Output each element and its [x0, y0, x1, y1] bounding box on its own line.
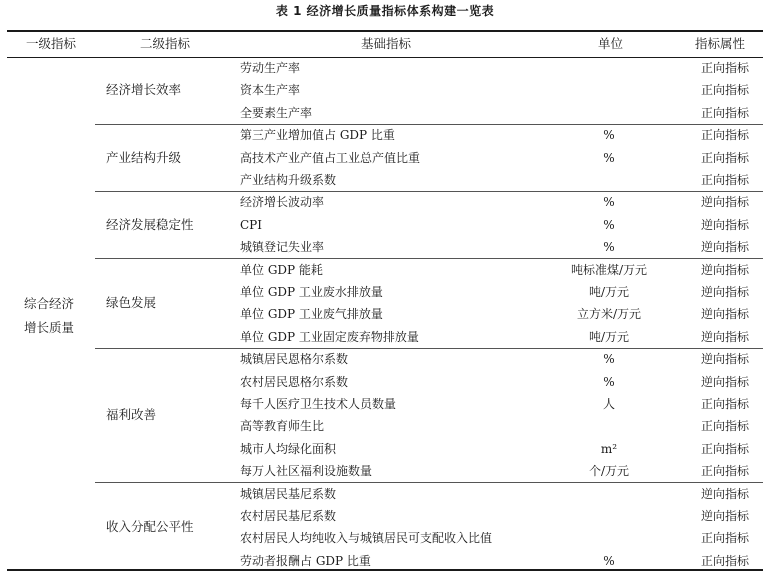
base-indicator-cell: 城镇居民恩格尔系数	[240, 352, 349, 367]
level2-cell: 产业结构升级	[106, 149, 182, 165]
base-indicator-cell: 劳动者报酬占 GDP 比重	[240, 553, 371, 568]
group-divider	[95, 482, 763, 483]
header-base: 基础指标	[361, 36, 412, 51]
unit-cell: %	[603, 195, 615, 210]
base-indicator-cell: 城市人均绿化面积	[240, 441, 337, 456]
attribute-cell: 逆向指标	[700, 240, 749, 255]
base-indicator-cell: 农村居民基尼系数	[240, 509, 337, 523]
attribute-cell: 逆向指标	[700, 217, 749, 232]
base-indicator-cell: 农村居民人均纯收入与城镇居民可支配收入比值	[240, 531, 493, 546]
unit-cell: m²	[600, 441, 618, 456]
unit-cell: 吨标准煤/万元	[570, 262, 648, 277]
attribute-cell: 逆向指标	[700, 352, 749, 367]
attribute-cell: 逆向指标	[700, 329, 749, 344]
base-indicator-cell: 城镇居民基尼系数	[240, 486, 337, 501]
base-indicator-cell: 单位 GDP 能耗	[240, 262, 323, 277]
level1-line-1: 综合经济	[24, 296, 75, 311]
base-indicator-cell: 劳动生产率	[240, 61, 301, 75]
attribute-cell: 逆向指标	[700, 285, 749, 299]
base-indicator-cell: 每万人社区福利设施数量	[240, 464, 373, 479]
table-header-rule	[7, 57, 763, 58]
base-indicator-cell: 资本生产率	[240, 83, 301, 98]
group-divider	[95, 258, 763, 259]
attribute-cell: 正向指标	[700, 105, 749, 120]
unit-cell: %	[603, 150, 615, 165]
level1-line-2: 增长质量	[24, 320, 75, 335]
unit-cell: 吨/万元	[588, 285, 630, 299]
base-indicator-cell: 经济增长波动率	[240, 195, 325, 210]
attribute-cell: 逆向指标	[700, 374, 749, 389]
base-indicator-cell: 产业结构升级系数	[240, 173, 337, 187]
attribute-cell: 正向指标	[700, 397, 749, 411]
level1-cell	[24, 292, 84, 340]
attribute-cell: 逆向指标	[700, 262, 749, 277]
attribute-cell: 正向指标	[700, 419, 749, 434]
attribute-cell: 逆向指标	[700, 307, 749, 322]
unit-cell: 立方米/万元	[576, 307, 642, 322]
base-indicator-cell: CPI	[240, 217, 262, 232]
unit-cell: 人	[602, 397, 615, 411]
attribute-cell: 正向指标	[700, 531, 749, 546]
attribute-cell: 正向指标	[700, 441, 749, 456]
unit-cell: 吨/万元	[588, 329, 630, 344]
header-level2: 二级指标	[140, 36, 191, 51]
group-divider	[95, 124, 763, 125]
group-divider	[95, 191, 763, 192]
attribute-cell: 逆向指标	[700, 486, 749, 501]
level2-cell: 经济发展稳定性	[106, 216, 194, 232]
header-attr: 指标属性	[695, 36, 746, 51]
level2-cell: 福利改善	[106, 407, 157, 423]
unit-cell: %	[603, 553, 615, 568]
header-level1: 一级指标	[26, 36, 77, 51]
unit-cell: %	[603, 352, 615, 367]
base-indicator-cell: 高等教育师生比	[240, 419, 325, 434]
base-indicator-cell: 第三产业增加值占 GDP 比重	[240, 128, 395, 143]
unit-cell: %	[603, 217, 615, 232]
base-indicator-cell: 城镇登记失业率	[240, 240, 325, 255]
level2-cell: 收入分配公平性	[106, 519, 194, 535]
table-top-rule	[7, 30, 763, 32]
level2-cell: 经济增长效率	[106, 82, 182, 98]
attribute-cell: 逆向指标	[700, 195, 749, 210]
base-indicator-cell: 农村居民恩格尔系数	[240, 374, 349, 389]
unit-cell: 个/万元	[588, 464, 630, 479]
attribute-cell: 正向指标	[700, 553, 749, 568]
base-indicator-cell: 单位 GDP 工业废水排放量	[240, 285, 383, 299]
table-caption: 表 1 经济增长质量指标体系构建一览表	[275, 4, 495, 18]
base-indicator-cell: 每千人医疗卫生技术人员数量	[240, 397, 397, 411]
attribute-cell: 逆向指标	[700, 509, 749, 523]
unit-cell: %	[603, 240, 615, 255]
header-unit: 单位	[598, 36, 624, 51]
attribute-cell: 正向指标	[700, 128, 749, 143]
group-divider	[95, 348, 763, 349]
base-indicator-cell: 全要素生产率	[240, 105, 313, 120]
unit-cell: %	[603, 128, 615, 143]
table-bottom-rule	[7, 569, 763, 571]
attribute-cell: 正向指标	[700, 83, 749, 98]
attribute-cell: 正向指标	[700, 173, 749, 187]
level2-cell: 绿色发展	[106, 295, 157, 311]
attribute-cell: 正向指标	[700, 464, 749, 479]
base-indicator-cell: 单位 GDP 工业废气排放量	[240, 307, 383, 322]
unit-cell: %	[603, 374, 615, 389]
attribute-cell: 正向指标	[700, 61, 749, 75]
base-indicator-cell: 高技术产业产值占工业总产值比重	[240, 150, 421, 165]
base-indicator-cell: 单位 GDP 工业固定废弃物排放量	[240, 329, 419, 344]
attribute-cell: 正向指标	[700, 150, 749, 165]
